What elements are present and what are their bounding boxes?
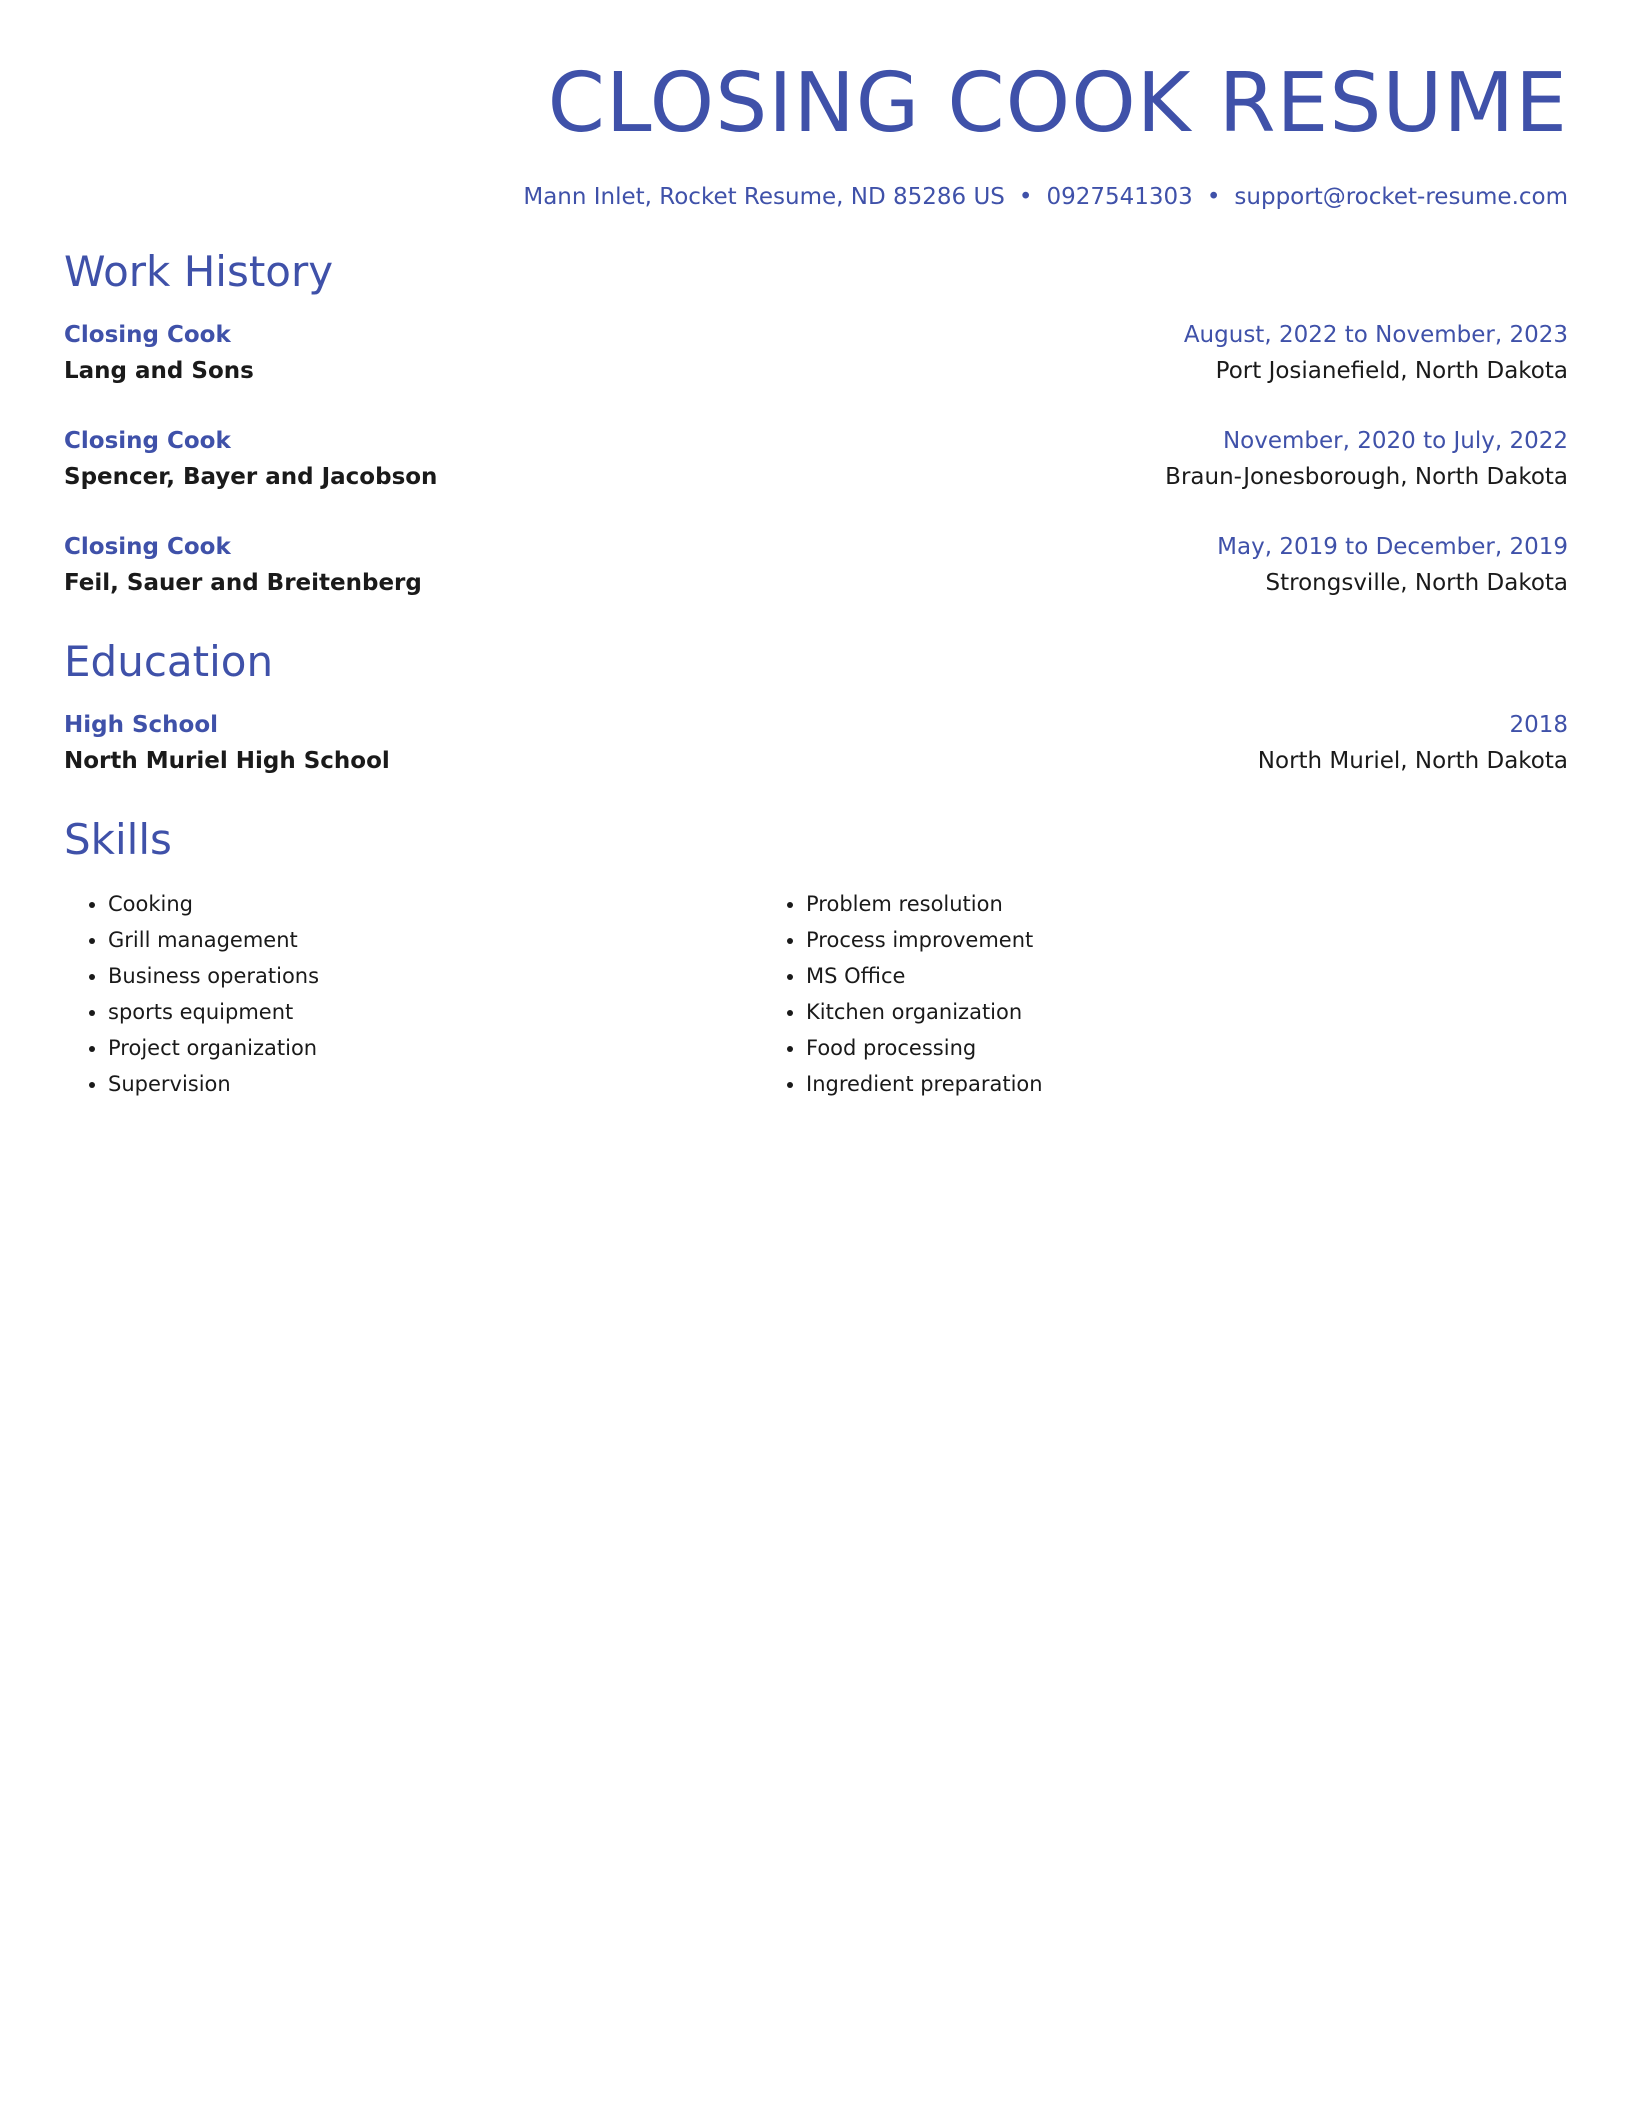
job-title: Closing Cook: [64, 534, 231, 560]
job-company: Spencer, Bayer and Jacobson: [64, 464, 438, 490]
job-location: Port Josianefield, North Dakota: [1215, 358, 1568, 384]
work-history-list: [64, 318, 1568, 602]
job-title: Closing Cook: [64, 428, 231, 454]
job-company: Lang and Sons: [64, 358, 254, 384]
job-dates: November, 2020 to July, 2022: [1222, 428, 1568, 454]
skill-item: • Food processing: [806, 1030, 1460, 1066]
skills-heading: Skills: [64, 815, 172, 864]
skill-item: • Grill management: [108, 922, 762, 958]
skill-item: • Supervision: [108, 1066, 762, 1102]
skills-list: [64, 886, 1568, 1102]
education-school: North Muriel High School: [64, 748, 390, 774]
skill-item: • Cooking: [108, 886, 762, 922]
job-dates: May, 2019 to December, 2019: [1217, 534, 1568, 560]
work-history-heading: Work History: [64, 247, 334, 296]
contact-address: Mann Inlet, Rocket Resume, ND 85286 US: [523, 184, 1005, 210]
job-title: Closing Cook: [64, 322, 231, 348]
contact-line: [64, 182, 1568, 212]
education-year: 2018: [1509, 712, 1568, 738]
education-detail-row: [64, 742, 1568, 780]
job-header-row: [64, 424, 1568, 458]
job-entry: [64, 318, 1568, 390]
skill-item: • Kitchen organization: [806, 994, 1460, 1030]
contact-separator: •: [1206, 184, 1221, 210]
skill-item: • Project organization: [108, 1030, 762, 1066]
job-company: Feil, Sauer and Breitenberg: [64, 570, 422, 596]
skills-column-right: [762, 886, 1460, 1102]
education-heading: Education: [64, 637, 274, 686]
education-header-row: [64, 708, 1568, 742]
skill-item: • Business operations: [108, 958, 762, 994]
job-location: Strongsville, North Dakota: [1265, 570, 1568, 596]
resume-page: [64, 0, 1568, 1102]
skill-item: • Process improvement: [806, 922, 1460, 958]
job-dates: August, 2022 to November, 2023: [1183, 322, 1568, 348]
education-location: North Muriel, North Dakota: [1257, 748, 1568, 774]
education-list: [64, 708, 1568, 780]
job-entry: [64, 530, 1568, 602]
job-detail-row: [64, 458, 1568, 496]
skill-item: • Ingredient preparation: [806, 1066, 1460, 1102]
skill-item: • Problem resolution: [806, 886, 1460, 922]
job-location: Braun-Jonesborough, North Dakota: [1165, 464, 1568, 490]
resume-title: CLOSING COOK RESUME: [547, 56, 1568, 151]
skill-item: • MS Office: [806, 958, 1460, 994]
contact-phone: 0927541303: [1046, 184, 1193, 210]
job-detail-row: [64, 564, 1568, 602]
contact-separator: •: [1018, 184, 1033, 210]
job-detail-row: [64, 352, 1568, 390]
skill-item: • sports equipment: [108, 994, 762, 1030]
job-header-row: [64, 318, 1568, 352]
education-degree: High School: [64, 712, 219, 738]
skills-column-left: [64, 886, 762, 1102]
job-entry: [64, 424, 1568, 496]
job-header-row: [64, 530, 1568, 564]
contact-email: support@rocket-resume.com: [1234, 184, 1568, 210]
education-entry: [64, 708, 1568, 780]
